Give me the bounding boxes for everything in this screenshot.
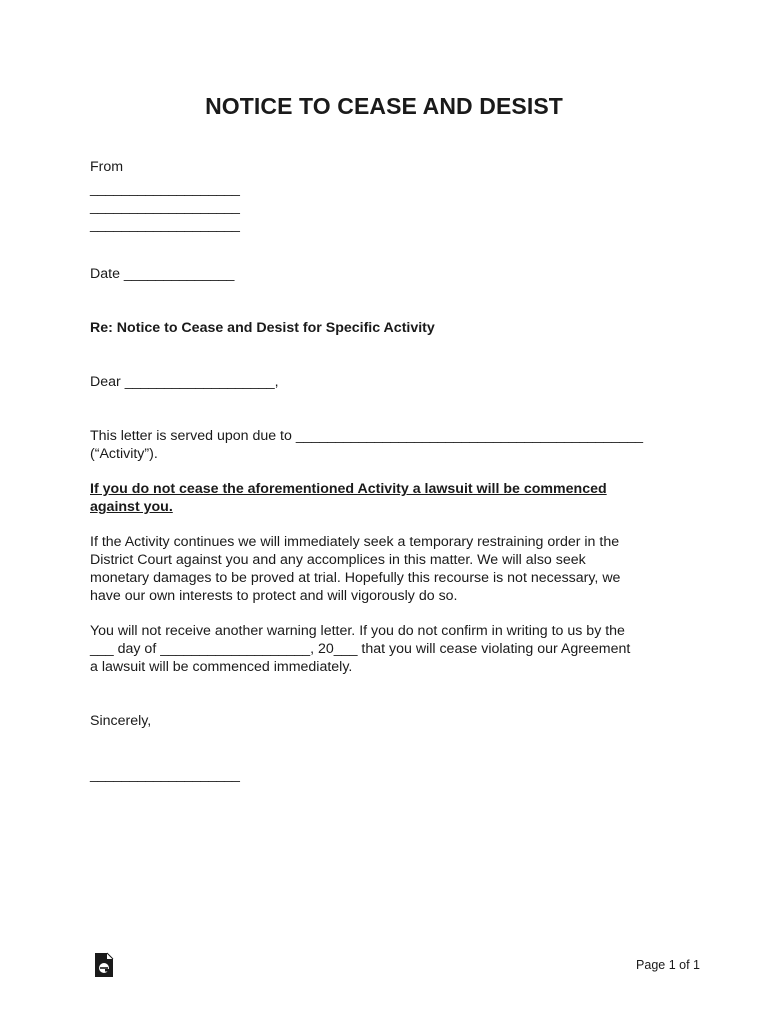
consequence-line-3: monetary damages to be proved at trial. Hopefully this recourse is not necessary, we — [90, 570, 621, 586]
served-line-1: This letter is served upon due to ____________________________________________ — [90, 428, 644, 444]
deadline-line-1: You will not receive another warning letter. If you do not confirm in writing to us by the — [90, 623, 625, 639]
served-line-2: (“Activity”). — [90, 446, 158, 462]
from-blank-line-2: ___________________ — [90, 199, 240, 215]
page-number: Page 1 of 1 — [636, 958, 700, 972]
served-paragraph — [90, 427, 690, 463]
warning-paragraph — [90, 480, 690, 516]
warning-line-1: If you do not cease the aforementioned Activity a lawsuit will be commenced — [90, 481, 607, 497]
deadline-line-3: a lawsuit will be commenced immediately. — [90, 659, 353, 675]
salutation: Dear ___________________, — [90, 374, 279, 390]
consequence-line-2: District Court against you and any accomplices in this matter. We will also seek — [90, 552, 586, 568]
signature-line: ___________________ — [90, 767, 240, 783]
from-blank-line-3: ___________________ — [90, 217, 240, 233]
re-line: Re: Notice to Cease and Desist for Specific Activity — [90, 320, 435, 336]
warning-line-2: against you. — [90, 499, 173, 515]
from-blank-line-1: ___________________ — [90, 181, 240, 197]
eforms-logo-icon — [94, 952, 114, 978]
closing: Sincerely, — [90, 713, 152, 729]
deadline-paragraph — [90, 622, 690, 676]
from-label: From — [90, 159, 124, 175]
consequence-line-4: have our own interests to protect and will vigorously do so. — [90, 588, 458, 604]
date-line: Date ______________ — [90, 266, 235, 282]
document-title: NOTICE TO CEASE AND DESIST — [205, 93, 563, 119]
consequence-paragraph — [90, 533, 690, 605]
deadline-line-2: ___ day of ___________________, 20___ that you will cease violating our Agreement — [90, 641, 631, 657]
consequence-line-1: If the Activity continues we will immediately seek a temporary restraining order in the — [90, 534, 620, 550]
